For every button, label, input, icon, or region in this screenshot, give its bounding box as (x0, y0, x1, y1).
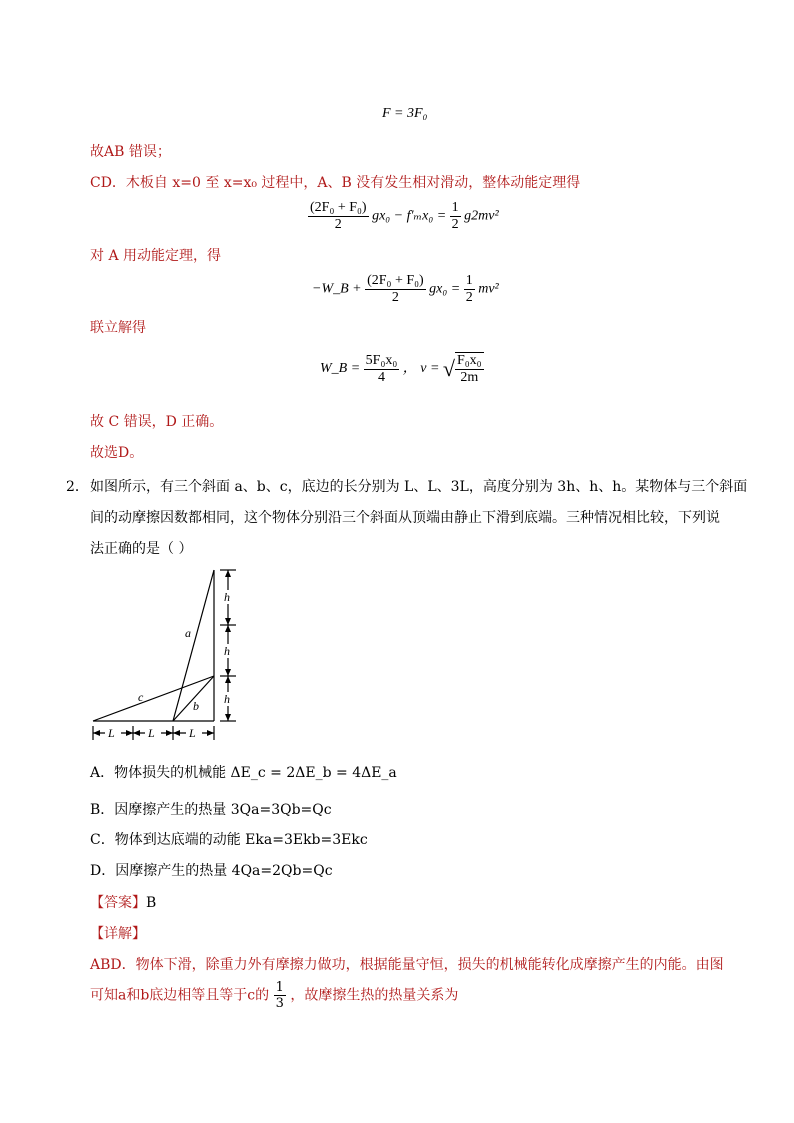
fraction-half: $\frac{1}{2}$ (451, 200, 459, 232)
text-solve-together: 联立解得 (90, 320, 146, 336)
fraction-work: $\frac{\text{5F₀x₀}}{4}$ (365, 352, 398, 385)
label-l-1: L (108, 726, 115, 740)
option-d[interactable]: D．因摩擦产生的热量 4Qa=2Qb=Qc (90, 863, 333, 879)
label-h-bottom: h (224, 692, 230, 706)
fraction-half-a: $\frac{1}{2}$ (465, 273, 473, 305)
fraction-speed: $\frac{\text{F₀x₀}}{2m}$ (456, 353, 482, 385)
text-choose-d: 故选D。 (90, 445, 144, 461)
label-slope-c: c (138, 690, 144, 704)
label-h-mid: h (224, 644, 230, 658)
question-number: 2． (66, 479, 89, 495)
equation-result: W_B = $\frac{\text{5F₀x₀}}{4}$ ， v = √ $\frac{\text{F₀x₀}}{2m}$ (320, 352, 482, 385)
fraction-one-third: $\frac{1}{3}$ (275, 980, 284, 1011)
detail-tag: 【详解】 (90, 926, 146, 942)
option-c[interactable]: C．物体到达底端的动能 Eka=3Ekb=3Ekc (90, 832, 368, 848)
question-line-1: 如图所示，有三个斜面 a、b、c，底边的长分别为 L、L、3L，高度分别为 3h、h、h。某物体与三个斜面 (90, 479, 748, 495)
text-c-wrong-d-right: 故 C 错误，D 正确。 (90, 414, 224, 430)
equation-kinetic-a: −W_B + $\frac{\text{(2F₀ + F₀)}}{2}$ gx₀ = $\frac{1}{2}$ mv² (312, 273, 499, 305)
label-slope-a: a (185, 626, 191, 640)
text-cd-intro: CD．木板自 x=0 至 x=x₀ 过程中，A、B 没有发生相对滑动，整体动能定理得 (90, 175, 581, 191)
question-line-3: 法正确的是（ ） (90, 541, 193, 557)
label-l-3: L (189, 726, 196, 740)
fraction-force-sum: $\frac{\text{(2F₀ + F₀)}}{2}$ (310, 200, 367, 232)
sqrt-icon: √ (442, 356, 455, 381)
incline-figure (90, 565, 250, 745)
fraction-force-sum-a: $\frac{\text{(2F₀ + F₀)}}{2}$ (367, 273, 424, 305)
option-a[interactable]: A．物体损失的机械能 ΔE_c = 2ΔE_b = 4ΔE_a (90, 765, 397, 781)
label-h-top: h (224, 590, 230, 604)
answer-tag: 【答案】 (90, 895, 146, 911)
option-b[interactable]: B．因摩擦产生的热量 3Qa=3Qb=Qc (90, 802, 332, 818)
equation-f-3f0: F = 3F₀ (382, 106, 428, 121)
text-ab-wrong: 故AB 错误； (90, 144, 171, 160)
detail-line-2: 可知a和b底边相等且等于c的 $\frac{1}{3}$ ，故摩擦生热的热量关系为 (90, 980, 459, 1011)
question-line-2: 间的动摩擦因数都相同，这个物体分别沿三个斜面从顶端由静止下滑到底端。三种情况相比较，下列说 (90, 510, 720, 526)
detail-line-1: ABD．物体下滑，除重力外有摩擦力做功，根据能量守恒，损失的机械能转化成摩擦产生的内能。由图 (90, 957, 724, 973)
equation-kinetic-whole: $\frac{\text{(2F₀ + F₀)}}{2}$ gx₀ − f′ₘx₀ = $\frac{1}{2}$ g2mv² (310, 200, 499, 232)
label-l-2: L (148, 726, 155, 740)
text-apply-to-a: 对 A 用动能定理，得 (90, 248, 222, 264)
answer-line (90, 892, 156, 912)
answer-value: B (146, 895, 157, 911)
label-slope-b: b (193, 699, 199, 713)
